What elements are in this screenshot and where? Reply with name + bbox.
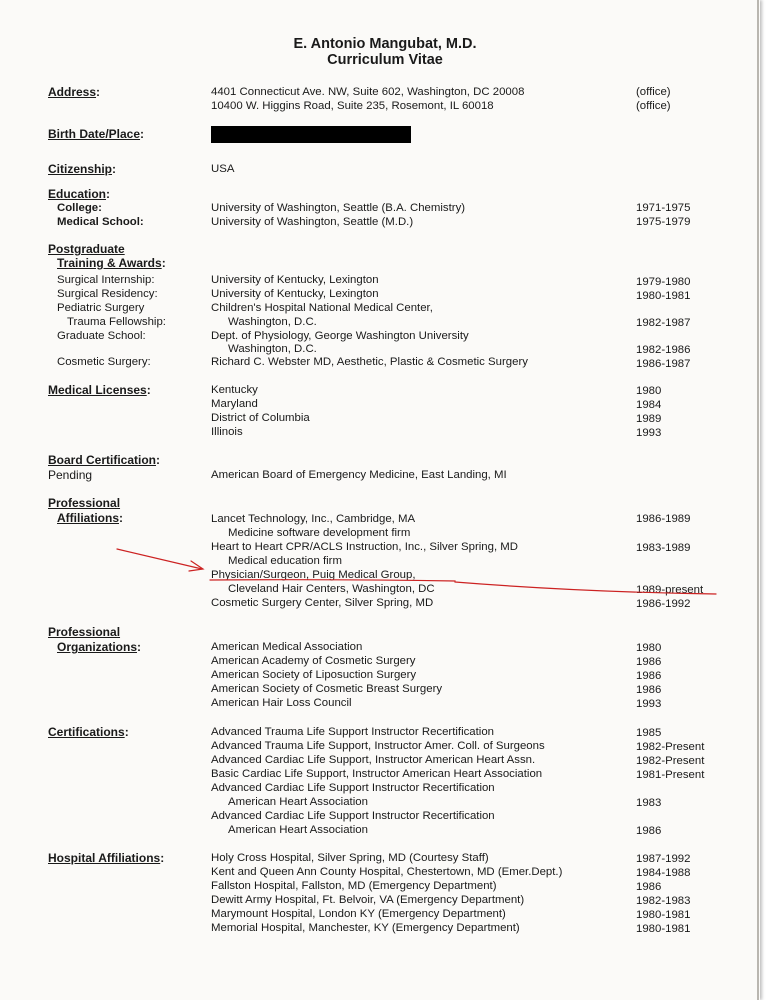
citizenship-label: Citizenship: [48,162,117,176]
hospital-years: 1980-1981 [636,909,691,921]
document-title: Curriculum Vitae [327,52,443,68]
affiliation-entry: Medicine software development firm [228,527,411,539]
author-name: E. Antonio Mangubat, M.D. [293,36,477,52]
postgraduate-label: Postgraduate [48,242,125,256]
training-years: 1986-1987 [636,358,691,370]
organizations-label: Organizations: [57,640,142,654]
affiliation-entry: Heart to Heart CPR/ACLS Instruction, Inc., Silver Spring, MD [211,541,519,553]
board-status: Pending [48,468,93,482]
hospital-years: 1982-1983 [636,895,691,907]
hospital-entry: Kent and Queen Ann County Hospital, Chestertown, MD (Emer.Dept.) [211,866,563,878]
address-label: Address: [48,85,101,99]
training-sublabel: Surgical Internship: [57,274,155,286]
hospital-years: 1980-1981 [636,923,691,935]
certification-years: 1983 [636,797,662,809]
certification-entry: Basic Cardiac Life Support, Instructor American Heart Association [211,768,543,780]
organization-year: 1986 [636,656,662,668]
education-entry: University of Washington, Seattle (B.A. Chemistry) [211,202,466,214]
license-year: 1993 [636,427,662,439]
affiliation-entry: Physician/Surgeon, Puig Medical Group, [211,569,416,581]
organization-year: 1986 [636,670,662,682]
certification-years: 1981-Present [636,769,705,781]
affiliation-entry: Cleveland Hair Centers, Washington, DC [228,583,435,595]
hospitals-label: Hospital Affiliations: [48,851,165,865]
board-label: Board Certification: [48,453,161,467]
certification-years: 1982-Present [636,741,705,753]
organization-year: 1980 [636,642,662,654]
training-sublabel: Trauma Fellowship: [67,316,166,328]
education-sublabel: Medical School: [57,216,144,228]
organization-year: 1993 [636,698,662,710]
certifications-label: Certifications: [48,725,129,739]
affiliation-years: 1986-1989 [636,513,691,525]
organization-entry: American Medical Association [211,641,363,653]
birth-label: Birth Date/Place: [48,127,145,141]
training-entry: Washington, D.C. [228,316,317,328]
training-sublabel: Pediatric Surgery [57,302,145,314]
affiliations-label: Affiliations: [57,511,123,525]
hospital-entry: Fallston Hospital, Fallston, MD (Emergency Department) [211,880,497,892]
hospital-years: 1987-1992 [636,853,691,865]
affiliation-years: 1983-1989 [636,542,691,554]
organization-entry: American Academy of Cosmetic Surgery [211,655,416,667]
board-entry: American Board of Emergency Medicine, East Landing, MI [211,469,507,481]
license-state: District of Columbia [211,412,310,424]
license-state: Illinois [211,426,243,438]
affiliation-years: 1989-present [636,584,704,596]
affiliation-entry: Medical education firm [228,555,342,567]
affiliation-entry: Cosmetic Surgery Center, Silver Spring, MD [211,597,434,609]
citizenship-value: USA [211,163,235,175]
training-sublabel: Surgical Residency: [57,288,158,300]
license-state: Maryland [211,398,258,410]
organization-entry: American Hair Loss Council [211,697,352,709]
training-entry: Richard C. Webster MD, Aesthetic, Plastic & Cosmetic Surgery [211,356,528,368]
training-years: 1982-1987 [636,317,691,329]
page-edge [757,0,759,1000]
certification-years: 1982-Present [636,755,705,767]
certification-entry: Advanced Trauma Life Support Instructor Recertification [211,726,495,738]
certification-entry: American Heart Association [228,824,368,836]
address-line: 10400 W. Higgins Road, Suite 235, Rosemont, IL 60018 [211,100,494,112]
address-note: (office) [636,100,671,112]
training-entry: University of Kentucky, Lexington [211,288,379,300]
training-entry: University of Kentucky, Lexington [211,274,379,286]
organizations-label: Professional [48,625,121,639]
certification-years: 1985 [636,727,662,739]
affiliations-label: Professional [48,496,121,510]
hospital-years: 1986 [636,881,662,893]
address-line: 4401 Connecticut Ave. NW, Suite 602, Washington, DC 20008 [211,86,525,98]
education-label: Education: [48,187,111,201]
red-arrow [117,549,203,571]
license-state: Kentucky [211,384,258,396]
affiliation-entry: Lancet Technology, Inc., Cambridge, MA [211,513,416,525]
licenses-label: Medical Licenses: [48,383,151,397]
certification-entry: Advanced Trauma Life Support, Instructor Amer. Coll. of Surgeons [211,740,545,752]
training-entry: Washington, D.C. [228,343,317,355]
education-years: 1971-1975 [636,202,691,214]
organization-entry: American Society of Liposuction Surgery [211,669,417,681]
hospital-entry: Dewitt Army Hospital, Ft. Belvoir, VA (Emergency Department) [211,894,525,906]
training-years: 1979-1980 [636,276,691,288]
license-year: 1989 [636,413,662,425]
certification-entry: Advanced Cardiac Life Support Instructor Recertification [211,810,495,822]
license-year: 1984 [636,399,662,411]
education-sublabel: College: [57,202,102,214]
training-entry: Children's Hospital National Medical Center, [211,302,433,314]
education-entry: University of Washington, Seattle (M.D.) [211,216,414,228]
organization-year: 1986 [636,684,662,696]
training-years: 1980-1981 [636,290,691,302]
license-year: 1980 [636,385,662,397]
education-years: 1975-1979 [636,216,691,228]
certification-years: 1986 [636,825,662,837]
certification-entry: American Heart Association [228,796,368,808]
certification-entry: Advanced Cardiac Life Support Instructor Recertification [211,782,495,794]
certification-entry: Advanced Cardiac Life Support, Instructor American Heart Assn. [211,754,536,766]
postgraduate-label: Training & Awards: [57,256,166,270]
training-sublabel: Graduate School: [57,330,146,342]
hospital-entry: Memorial Hospital, Manchester, KY (Emergency Department) [211,922,520,934]
hospital-entry: Holy Cross Hospital, Silver Spring, MD (Courtesy Staff) [211,852,489,864]
hospital-years: 1984-1988 [636,867,691,879]
training-years: 1982-1986 [636,344,691,356]
training-sublabel: Cosmetic Surgery: [57,356,151,368]
training-entry: Dept. of Physiology, George Washington University [211,330,469,342]
organization-entry: American Society of Cosmetic Breast Surgery [211,683,443,695]
redaction-bar [211,126,411,143]
address-note: (office) [636,86,671,98]
affiliation-years: 1986-1992 [636,598,691,610]
hospital-entry: Marymount Hospital, London KY (Emergency Department) [211,908,506,920]
